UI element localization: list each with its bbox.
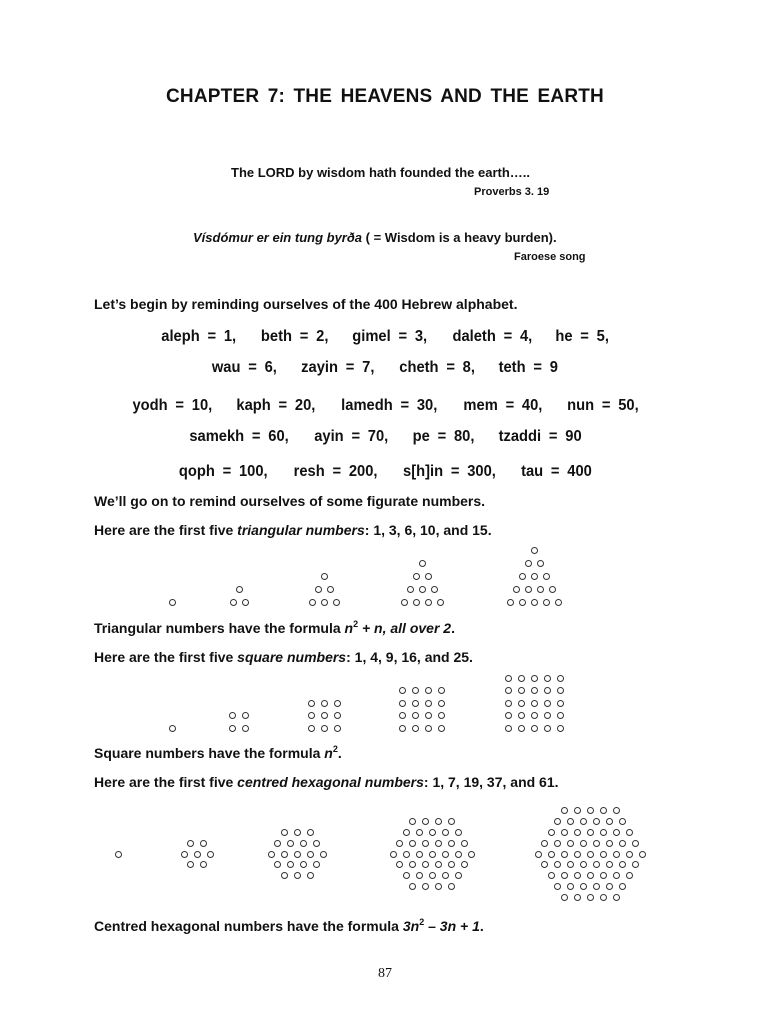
figurate-dot (425, 712, 432, 719)
hebrew-letter: mem = 40, (463, 397, 543, 414)
hebrew-letter: teth = 9 (498, 359, 558, 376)
figurate-dot (321, 599, 328, 606)
figurate-dot (557, 687, 564, 694)
figurate-dot (561, 807, 568, 814)
figurate-dot (505, 687, 512, 694)
figurate-dot (606, 883, 613, 890)
figurate-dot (287, 840, 294, 847)
hebrew-letter: beth = 2, (260, 328, 329, 345)
figurate-dot (557, 700, 564, 707)
figurate-dot (396, 861, 403, 868)
figurate-dot (419, 560, 426, 567)
figurate-dot (307, 872, 314, 879)
figurate-dot (438, 725, 445, 732)
figurate-dot (548, 851, 555, 858)
figurate-dot (313, 840, 320, 847)
figurate-dot (242, 599, 249, 606)
figurate-dot (505, 700, 512, 707)
figurate-dot (455, 872, 462, 879)
figurate-dot (399, 687, 406, 694)
figurate-dot (567, 840, 574, 847)
figurate-dot (274, 861, 281, 868)
figurate-dot (274, 840, 281, 847)
hebrew-letter: ayin = 70, (314, 428, 389, 445)
hexagonal-intro: Here are the first five centred hexagonal numbers: 1, 7, 19, 37, and 61. (94, 774, 559, 790)
figurate-dot (580, 840, 587, 847)
figurate-dot (567, 818, 574, 825)
figurate-dot (300, 840, 307, 847)
hebrew-intro: Let’s begin by reminding ourselves of the 400 Hebrew alphabet. (94, 296, 518, 312)
hebrew-row (0, 328, 770, 346)
figurate-dot (468, 851, 475, 858)
figurate-dot (613, 829, 620, 836)
figurate-dot (554, 818, 561, 825)
figurate-dot (600, 851, 607, 858)
figurate-dot (281, 829, 288, 836)
figurate-dot (531, 687, 538, 694)
figurate-dot (422, 840, 429, 847)
square-formula: Square numbers have the formula $n^2$. (94, 744, 342, 761)
figurate-dot (399, 712, 406, 719)
epigraph-quote: The LORD by wisdom hath founded the earth….. (231, 165, 531, 180)
figurate-dot (561, 894, 568, 901)
figurate-dot (115, 851, 122, 858)
figurate-dot (187, 840, 194, 847)
hexagonal-term: centred hexagonal numbers (237, 774, 424, 790)
hebrew-letter: cheth = 8, (399, 359, 475, 376)
figurate-dot (593, 883, 600, 890)
figurate-dot (544, 700, 551, 707)
figurate-dot (320, 851, 327, 858)
figurate-dot (531, 599, 538, 606)
figurate-dot (574, 851, 581, 858)
figurate-dot (505, 712, 512, 719)
figurate-dot (307, 829, 314, 836)
figurate-dot (580, 818, 587, 825)
figurate-dot (619, 883, 626, 890)
hebrew-letter: aleph = 1, (161, 328, 237, 345)
figurate-dot (412, 687, 419, 694)
figurate-dot (321, 700, 328, 707)
figurate-dot (557, 712, 564, 719)
figurate-dot (507, 599, 514, 606)
figurate-dot (333, 599, 340, 606)
figurate-dot (531, 675, 538, 682)
hebrew-letter: he = 5, (555, 328, 610, 345)
figurate-dot (537, 586, 544, 593)
figurate-dot (308, 712, 315, 719)
figurate-dot (632, 840, 639, 847)
epigraph-source-2: Faroese song (514, 251, 586, 263)
figurate-dot (574, 807, 581, 814)
figurate-dot (587, 829, 594, 836)
figurate-dot (626, 872, 633, 879)
figurate-dot (437, 599, 444, 606)
figurate-dot (518, 700, 525, 707)
figurate-dot (435, 840, 442, 847)
figurate-dot (531, 712, 538, 719)
figurate-dot (554, 861, 561, 868)
figurate-dot (294, 851, 301, 858)
figurate-dot (448, 883, 455, 890)
figurate-dot (639, 851, 646, 858)
figurate-dot (557, 675, 564, 682)
figurate-dot (626, 829, 633, 836)
figurate-dot (425, 687, 432, 694)
figurate-dot (281, 851, 288, 858)
figurate-dot (600, 807, 607, 814)
figurate-dot (600, 829, 607, 836)
triangular-intro: Here are the first five triangular numbers: 1, 3, 6, 10, and 15. (94, 522, 492, 538)
figurate-dot (200, 861, 207, 868)
figurate-dot (412, 712, 419, 719)
figurate-dot (531, 725, 538, 732)
figurate-dot (321, 712, 328, 719)
figurate-dot (321, 725, 328, 732)
figurate-dot (242, 725, 249, 732)
hebrew-letter: nun = 50, (566, 397, 639, 414)
figurate-dot (181, 851, 188, 858)
figurate-dot (587, 872, 594, 879)
figurate-dot (554, 840, 561, 847)
figurate-dot (407, 586, 414, 593)
figurate-dot (409, 818, 416, 825)
figurate-dot (169, 725, 176, 732)
hebrew-letter: tzaddi = 90 (498, 428, 582, 445)
figurate-dot (554, 883, 561, 890)
figurate-dot (425, 700, 432, 707)
figurate-dot (580, 883, 587, 890)
figurate-dot (207, 851, 214, 858)
figurate-dot (438, 700, 445, 707)
square-term: square numbers (237, 649, 347, 665)
hebrew-letter: zayin = 7, (301, 359, 375, 376)
hebrew-letter: samekh = 60, (189, 428, 289, 445)
figurate-dot (567, 861, 574, 868)
figurate-dot (593, 818, 600, 825)
figurate-dot (455, 851, 462, 858)
figurate-dot (399, 700, 406, 707)
figurate-dot (600, 894, 607, 901)
figurate-dot (544, 725, 551, 732)
figurate-dot (334, 725, 341, 732)
figurate-dot (236, 586, 243, 593)
figurate-dot (416, 851, 423, 858)
figurate-dot (531, 700, 538, 707)
figurate-dot (613, 872, 620, 879)
figurate-dot (409, 883, 416, 890)
figurate-dot (412, 700, 419, 707)
figurate-dot (518, 675, 525, 682)
faroese-quote: Vísdómur er ein tung byrða (193, 230, 363, 245)
figurate-dot (401, 599, 408, 606)
figurate-dot (593, 861, 600, 868)
figurate-dot (416, 829, 423, 836)
figurate-dot (587, 807, 594, 814)
figurate-dot (561, 851, 568, 858)
figurate-dot (435, 861, 442, 868)
figurate-dot (519, 573, 526, 580)
epigraph-quote-2 (193, 230, 557, 245)
figurate-dot (518, 725, 525, 732)
figurate-dot (194, 851, 201, 858)
figurate-dot (419, 586, 426, 593)
hebrew-letter: qoph = 100, (179, 463, 268, 480)
figurate-dot (544, 675, 551, 682)
hebrew-letter: kaph = 20, (236, 397, 316, 414)
figurate-dot (268, 851, 275, 858)
figurate-dot (287, 861, 294, 868)
figurate-dot (593, 840, 600, 847)
figurate-dot (429, 872, 436, 879)
figurate-dot (321, 573, 328, 580)
triangular-formula: Triangular numbers have the formula $n^2 + n$, all over 2. (94, 619, 455, 636)
figurate-dot (537, 560, 544, 567)
figurate-dot (435, 883, 442, 890)
figurate-dot (431, 586, 438, 593)
figurate-dot (525, 586, 532, 593)
figurate-dot (187, 861, 194, 868)
figurate-dot (416, 872, 423, 879)
figurate-dot (403, 829, 410, 836)
figurate-dot (505, 725, 512, 732)
figurate-dot (442, 829, 449, 836)
figurate-dot (600, 872, 607, 879)
figurate-dot (435, 818, 442, 825)
figurate-dot (519, 599, 526, 606)
figurate-dot (544, 687, 551, 694)
figurate-dot (557, 725, 564, 732)
figurate-dot (294, 829, 301, 836)
figurate-dot (425, 573, 432, 580)
figurate-dot (442, 872, 449, 879)
chapter-title: CHAPTER 7: THE HEAVENS AND THE EARTH (166, 86, 604, 107)
figurate-dot (606, 840, 613, 847)
hebrew-letter: tau = 400 (520, 463, 592, 480)
figurate-dot (561, 829, 568, 836)
hebrew-letter: s[h]in = 300, (402, 463, 496, 480)
figurate-dot (606, 818, 613, 825)
figurate-dot (535, 851, 542, 858)
figurate-dot (626, 851, 633, 858)
figurate-intro: We’ll go on to remind ourselves of some figurate numbers. (94, 493, 486, 509)
figurate-dot (613, 894, 620, 901)
figurate-dot (543, 599, 550, 606)
hebrew-letter: daleth = 4, (452, 328, 532, 345)
figurate-dot (549, 586, 556, 593)
faroese-translation: ( = Wisdom is a heavy burden). (362, 230, 557, 245)
figurate-dot (409, 840, 416, 847)
figurate-dot (413, 599, 420, 606)
figurate-dot (229, 725, 236, 732)
hebrew-letter: lamedh = 30, (341, 397, 438, 414)
figurate-dot (587, 894, 594, 901)
figurate-dot (455, 829, 462, 836)
figurate-dot (403, 851, 410, 858)
figurate-dot (619, 861, 626, 868)
hebrew-letter: wau = 6, (212, 359, 278, 376)
figurate-dot (413, 573, 420, 580)
figurate-dot (403, 872, 410, 879)
figurate-dot (555, 599, 562, 606)
figurate-dot (308, 700, 315, 707)
figurate-dot (409, 861, 416, 868)
figurate-dot (613, 851, 620, 858)
hebrew-letter: gimel = 3, (352, 328, 428, 345)
figurate-dot (448, 861, 455, 868)
figurate-dot (574, 829, 581, 836)
figurate-dot (541, 840, 548, 847)
figurate-dot (399, 725, 406, 732)
figurate-dot (632, 861, 639, 868)
hebrew-row (0, 463, 770, 481)
figurate-dot (613, 807, 620, 814)
figurate-dot (412, 725, 419, 732)
figurate-dot (567, 883, 574, 890)
figurate-dot (574, 894, 581, 901)
figurate-dot (294, 872, 301, 879)
hebrew-letter: pe = 80, (412, 428, 475, 445)
figurate-dot (442, 851, 449, 858)
figurate-dot (230, 599, 237, 606)
figurate-dot (461, 840, 468, 847)
page-number: 87 (378, 966, 392, 981)
figurate-dot (422, 818, 429, 825)
figurate-dot (513, 586, 520, 593)
figurate-dot (308, 725, 315, 732)
figurate-dot (396, 840, 403, 847)
figurate-dot (334, 700, 341, 707)
figurate-dot (327, 586, 334, 593)
figurate-dot (307, 851, 314, 858)
figurate-dot (422, 861, 429, 868)
figurate-dot (429, 851, 436, 858)
figurate-dot (574, 872, 581, 879)
hebrew-letter: yodh = 10, (132, 397, 212, 414)
hebrew-row (0, 359, 770, 377)
figurate-dot (229, 712, 236, 719)
figurate-dot (169, 599, 176, 606)
figurate-dot (531, 547, 538, 554)
figurate-dot (429, 829, 436, 836)
figurate-dot (461, 861, 468, 868)
figurate-dot (448, 840, 455, 847)
figurate-dot (425, 599, 432, 606)
figurate-dot (281, 872, 288, 879)
hebrew-row (0, 397, 770, 415)
figurate-dot (438, 712, 445, 719)
figurate-dot (518, 687, 525, 694)
figurate-dot (300, 861, 307, 868)
figurate-dot (334, 712, 341, 719)
figurate-dot (505, 675, 512, 682)
figurate-dot (548, 829, 555, 836)
figurate-dot (309, 599, 316, 606)
figurate-dot (390, 851, 397, 858)
hebrew-letter: resh = 200, (293, 463, 378, 480)
figurate-dot (518, 712, 525, 719)
figurate-dot (548, 872, 555, 879)
figurate-dot (313, 861, 320, 868)
figurate-dot (422, 883, 429, 890)
figurate-dot (438, 687, 445, 694)
hebrew-row (0, 428, 770, 446)
figurate-dot (580, 861, 587, 868)
figurate-dot (425, 725, 432, 732)
epigraph-source: Proverbs 3. 19 (474, 186, 550, 198)
triangular-term: triangular numbers (237, 522, 365, 538)
figurate-dot (606, 861, 613, 868)
figurate-dot (619, 840, 626, 847)
figurate-dot (531, 573, 538, 580)
square-intro: Here are the first five square numbers: 1, 4, 9, 16, and 25. (94, 649, 473, 665)
figurate-dot (543, 573, 550, 580)
figurate-dot (544, 712, 551, 719)
figurate-dot (448, 818, 455, 825)
figurate-dot (315, 586, 322, 593)
figurate-dot (561, 872, 568, 879)
hexagonal-formula: Centred hexagonal numbers have the formula $3n^2 - 3n + 1$. (94, 917, 484, 934)
figurate-dot (587, 851, 594, 858)
figurate-dot (200, 840, 207, 847)
figurate-dot (541, 861, 548, 868)
figurate-dot (619, 818, 626, 825)
figurate-dot (525, 560, 532, 567)
figurate-dot (242, 712, 249, 719)
